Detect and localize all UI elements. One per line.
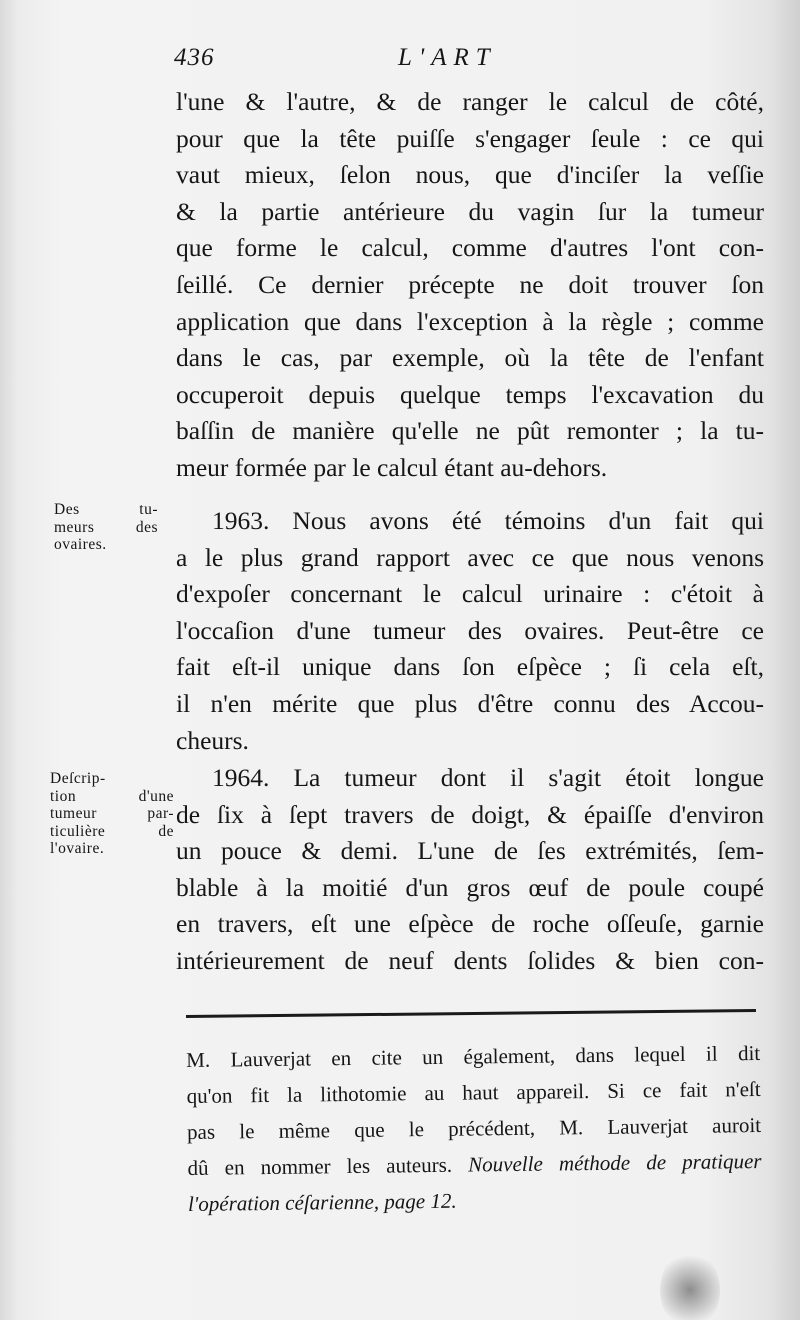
text-line: ſeillé. Ce dernier précepte ne doit trouver ſon (176, 269, 764, 299)
text-line: & la partie antérieure du vagin ſur la tumeur (176, 196, 764, 226)
text-line: d'expoſer concernant le calcul urinaire : c'étoit à (176, 579, 764, 609)
text-line: en travers, eſt une eſpèce de roche oſſeuſe, garnie (176, 909, 764, 939)
ink-smudge (660, 1250, 720, 1320)
text-line: intérieurement de neuf dents ſolides & bien con- (176, 945, 764, 975)
running-title: L'ART (398, 44, 497, 71)
text-line: il n'en mérite que plus d'être connu des Accou- (176, 688, 764, 718)
margin-note-ovarian-tumors (54, 501, 158, 554)
text-line: fait eſt-il unique dans ſon eſpèce ; ſi cela eſt, (176, 652, 764, 682)
margin-note-line: tumeur par- (50, 805, 174, 822)
paragraph-1964 (176, 760, 764, 980)
footnote-line: dû en nommer les auteurs. (187, 1152, 453, 1180)
text-line: l'occaſion d'une tumeur des ovaires. Peut-être ce (176, 615, 764, 645)
text-line: un pouce & demi. L'une de ſes extrémités, ſem- (176, 836, 764, 866)
margin-note-line: ovaires. (54, 536, 107, 553)
margin-note-line: tion d'une (50, 787, 174, 805)
text-line: baſſin de manière qu'elle ne pût remonter ; la tu- (176, 416, 764, 446)
text-line: 1963. Nous avons été témoins d'un fait qui (212, 506, 764, 535)
text-line: que forme le calcul, comme d'autres l'ont con- (176, 233, 764, 263)
paragraph-1963 (176, 503, 764, 759)
text-line: de ſix à ſept travers de doigt, & épaiſſe d'environ (176, 799, 764, 829)
margin-note-line: ticulière de (50, 822, 174, 840)
margin-note-tumor-description (50, 770, 174, 858)
text-line: cheurs. (176, 725, 249, 755)
footnote-line: M. Lauverjat en cite un également, dans lequel il dit (186, 1040, 761, 1072)
text-line: l'une & l'autre, & de ranger le calcul de côté, (176, 87, 764, 116)
margin-note-line: l'ovaire. (50, 840, 105, 857)
text-line: meur formée par le calcul étant au-dehors. (176, 452, 608, 482)
text-line: blable à la moitié d'un gros œuf de poule coupé (176, 872, 764, 902)
text-line: occuperoit depuis quelque temps l'excavation du (176, 379, 764, 409)
footnote-divider (186, 1009, 756, 1018)
text-line: 1964. La tumeur dont il s'agit étoit longue (212, 763, 764, 792)
footnote (186, 1035, 762, 1222)
footnote-line: pas le même que le précédent, M. Lauverjat auroit (186, 1112, 762, 1144)
paragraph-continuation (176, 84, 764, 487)
margin-note-line: meurs des (54, 518, 158, 536)
footnote-line-with-citation (187, 1143, 761, 1186)
text-line: pour que la tête puiſſe s'engager ſeule : ce qui (176, 123, 764, 153)
citation-title: Nouvelle méthode de pratiquer (468, 1148, 762, 1177)
text-line: vaut mieux, ſelon nous, que d'inciſer la veſſie (176, 160, 764, 190)
text-line: application que dans l'exception à la règle ; comme (176, 306, 764, 336)
margin-note-line: Des tu- (54, 501, 158, 518)
text-line: a le plus grand rapport avec ce que nous venons (176, 542, 764, 572)
margin-note-line: Deſcrip- (50, 770, 106, 787)
citation-title-end: l'opération céſarienne, page 12. (187, 1188, 457, 1216)
footnote-line: qu'on fit la lithotomie au haut appareil. Si ce fait n'eſt (186, 1076, 761, 1108)
page-number: 436 (174, 44, 215, 71)
text-line: dans le cas, par exemple, où la tête de l'enfant (176, 343, 764, 373)
